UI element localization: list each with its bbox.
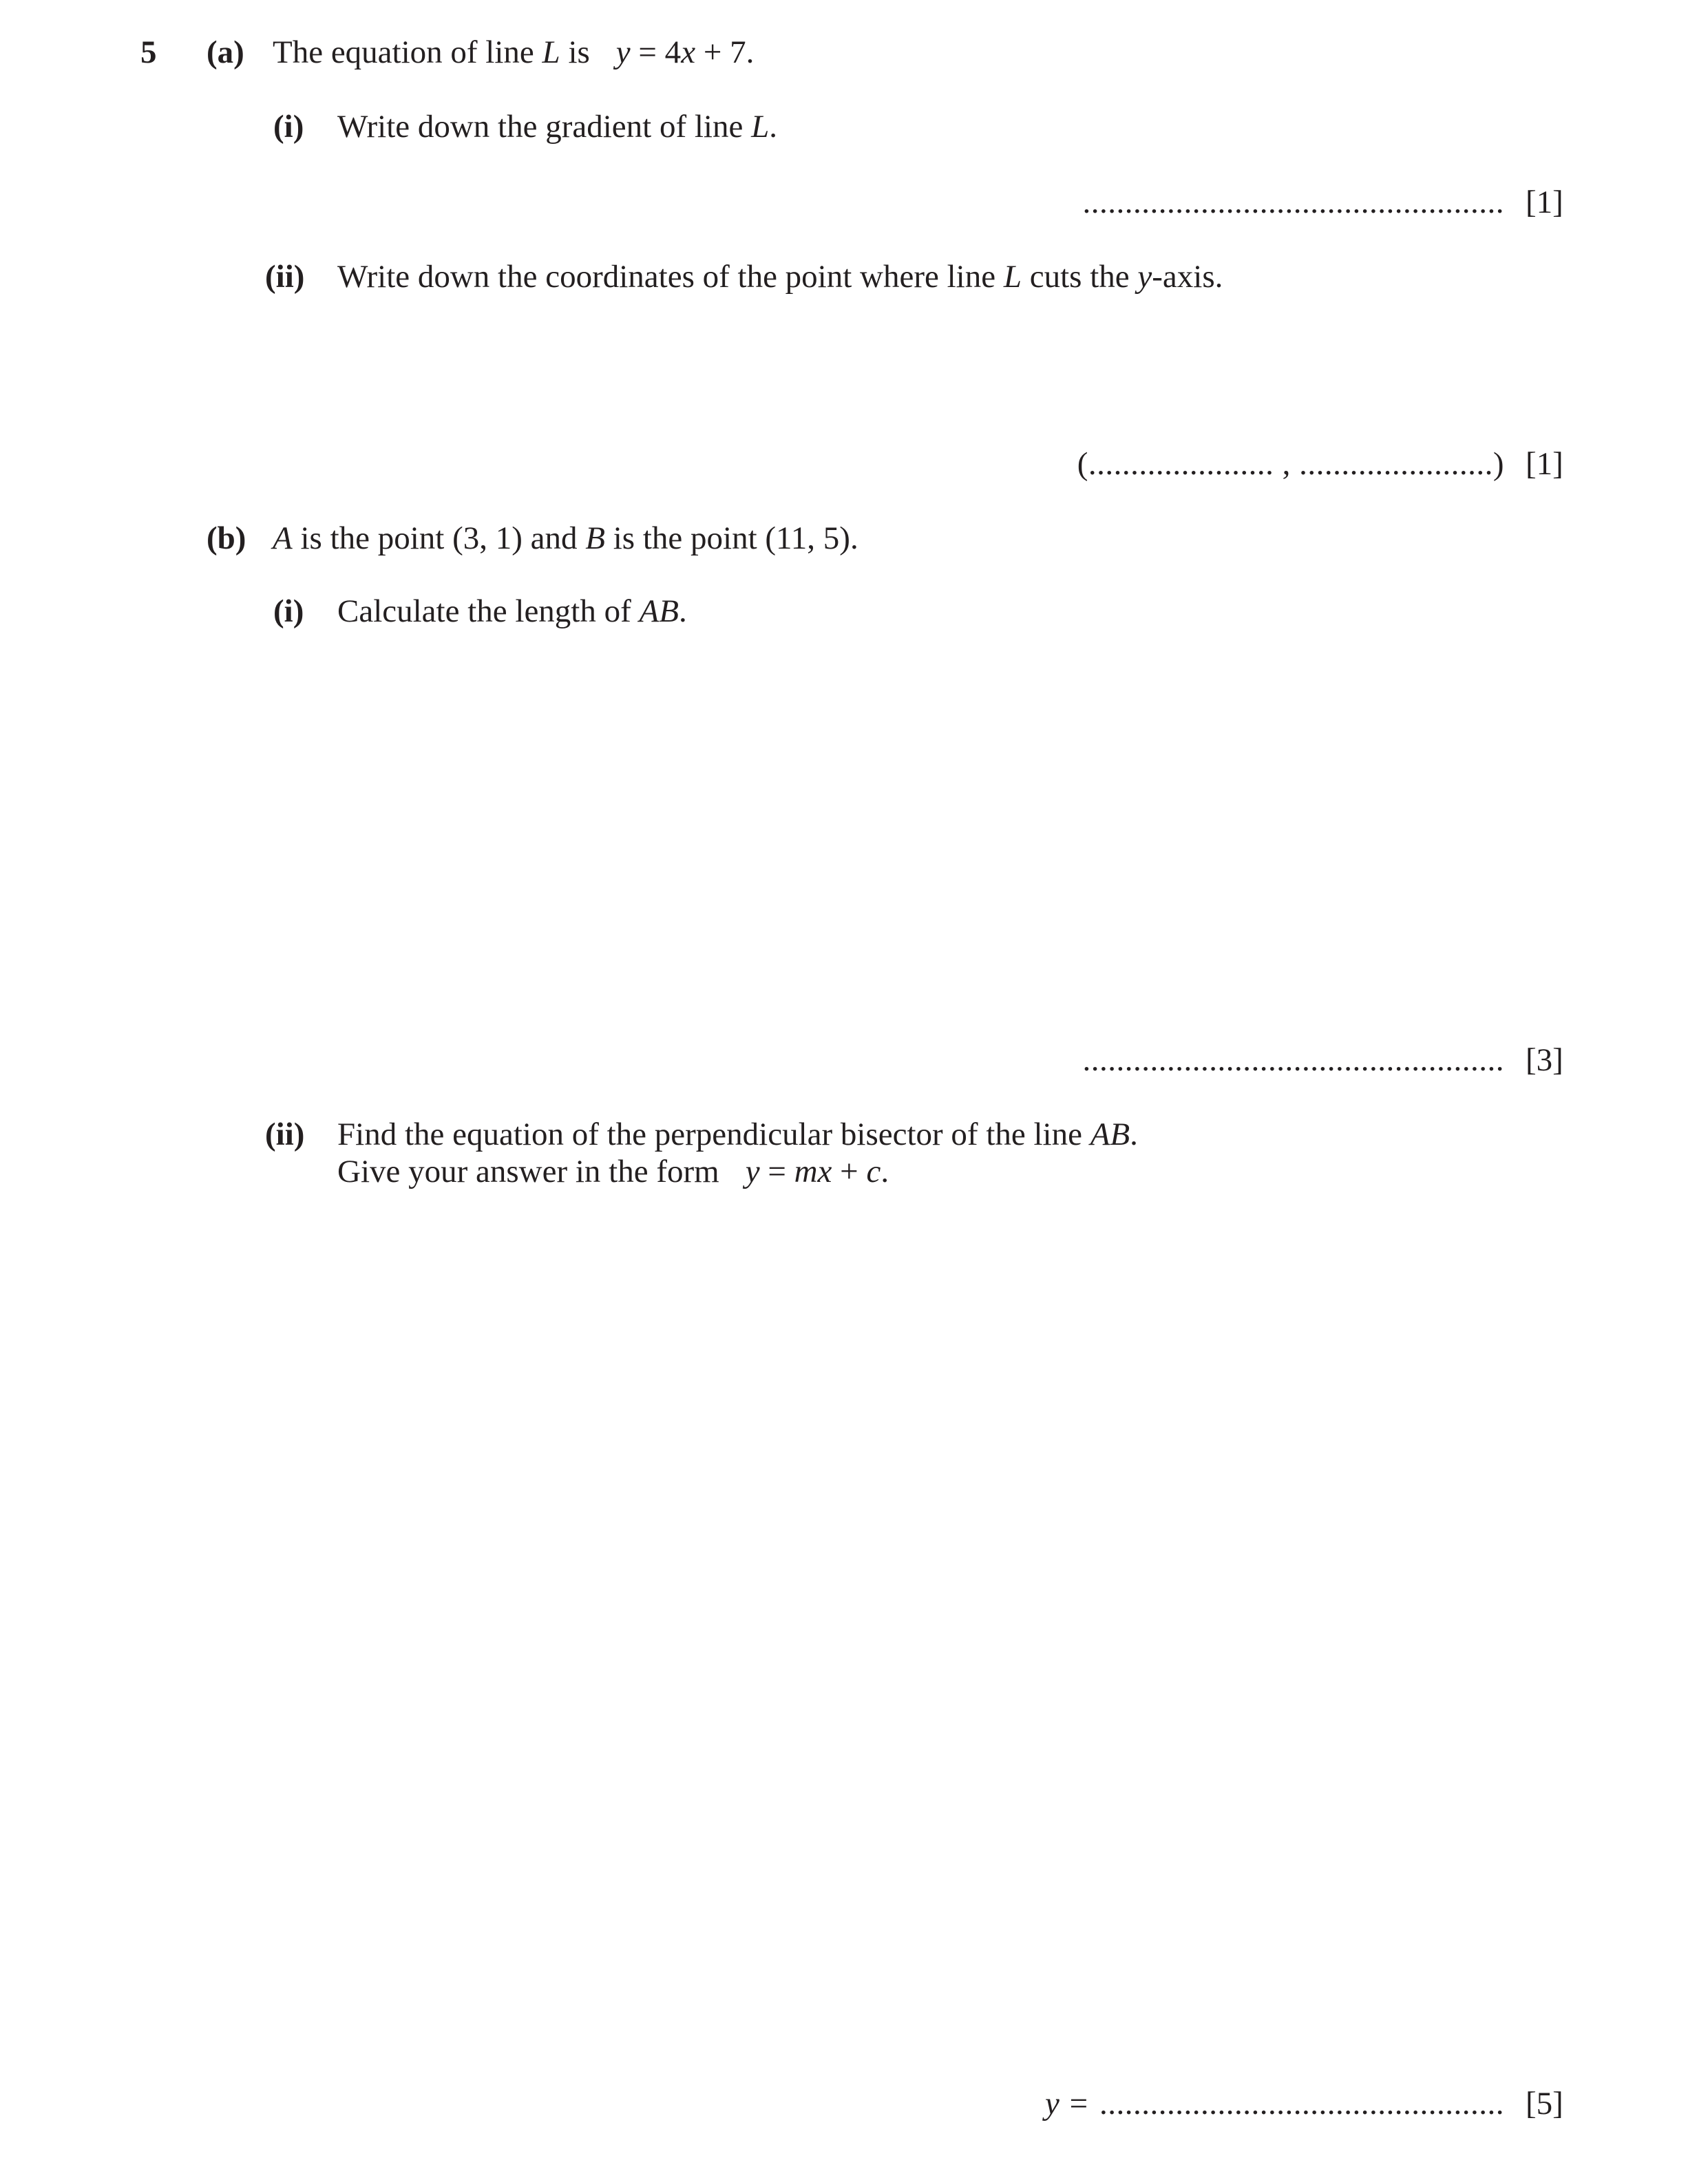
part-a-i-text: [337, 107, 777, 146]
answer-line-a-i[interactable]: ..................................................: [1082, 184, 1504, 220]
form-y: y: [745, 1154, 760, 1189]
part-a-ii-label: (ii): [265, 259, 305, 295]
part-a-label: (a): [207, 34, 244, 70]
part-a-i-end: .: [769, 109, 777, 145]
part-a-i-label: (i): [273, 109, 304, 145]
form-c: c: [866, 1154, 881, 1189]
part-a-stem-is: is: [560, 34, 590, 70]
equation-rest: = 4: [630, 34, 682, 70]
marks-a-ii: [1]: [1526, 446, 1563, 482]
part-b-label: (b): [207, 520, 246, 556]
answer-line-a-ii[interactable]: (...................... , .......................): [1077, 446, 1504, 482]
equation-x: x: [681, 34, 696, 70]
marks-b-i: [3]: [1526, 1042, 1563, 1078]
part-b-ii-line2: [337, 1152, 889, 1191]
part-b-ii-line1-end: .: [1130, 1117, 1138, 1152]
question-number: 5: [140, 34, 157, 70]
part-b-i-label: (i): [273, 593, 304, 629]
part-b-text1: is the point (3, 1) and: [292, 520, 586, 556]
form-end: .: [881, 1154, 889, 1189]
equation-end: + 7.: [695, 34, 755, 70]
part-a-stem-var: L: [542, 34, 560, 70]
part-b-i-question: Calculate the length of: [337, 593, 640, 629]
form-mx: mx: [794, 1154, 832, 1189]
part-a-ii-mid: cuts the: [1021, 259, 1138, 295]
part-b-ii-label: (ii): [265, 1117, 305, 1152]
part-b-ii-line2-text: Give your answer in the form: [337, 1154, 719, 1189]
part-b-i-text: [337, 592, 687, 631]
part-b-ii-line1-text: Find the equation of the perpendicular bisector of the line: [337, 1117, 1090, 1152]
part-a-ii-end: -axis.: [1152, 259, 1223, 295]
part-b-var-b: B: [585, 520, 605, 556]
part-b-ii-line1: [337, 1115, 1138, 1154]
part-a-ii-text: [337, 257, 1223, 296]
answer-prefix-y: y =: [1045, 2086, 1090, 2122]
part-b-var-a: A: [273, 520, 293, 556]
part-a-ii-question: Write down the coordinates of the point where line: [337, 259, 1004, 295]
equation-y: y: [615, 34, 631, 70]
part-b-i-var: AB: [639, 593, 679, 629]
marks-b-ii: [5]: [1526, 2086, 1563, 2122]
answer-line-b-i[interactable]: ..................................................: [1082, 1042, 1504, 1078]
part-b-i-end: .: [678, 593, 687, 629]
part-a-ii-axis-var: y: [1137, 259, 1152, 295]
form-plus: +: [832, 1154, 867, 1189]
part-b-text2: is the point (11, 5).: [605, 520, 858, 556]
form-eq: =: [759, 1154, 794, 1189]
part-a-stem: [273, 33, 754, 72]
part-b-stem: [273, 519, 858, 558]
marks-a-i: [1]: [1526, 184, 1563, 220]
part-b-ii-line1-var: AB: [1090, 1117, 1130, 1152]
part-a-i-question: Write down the gradient of line: [337, 109, 752, 145]
part-a-ii-var: L: [1003, 259, 1022, 295]
part-a-stem-text: The equation of line: [273, 34, 542, 70]
answer-line-b-ii[interactable]: ................................................: [1099, 2086, 1504, 2122]
part-a-i-var: L: [751, 109, 770, 145]
